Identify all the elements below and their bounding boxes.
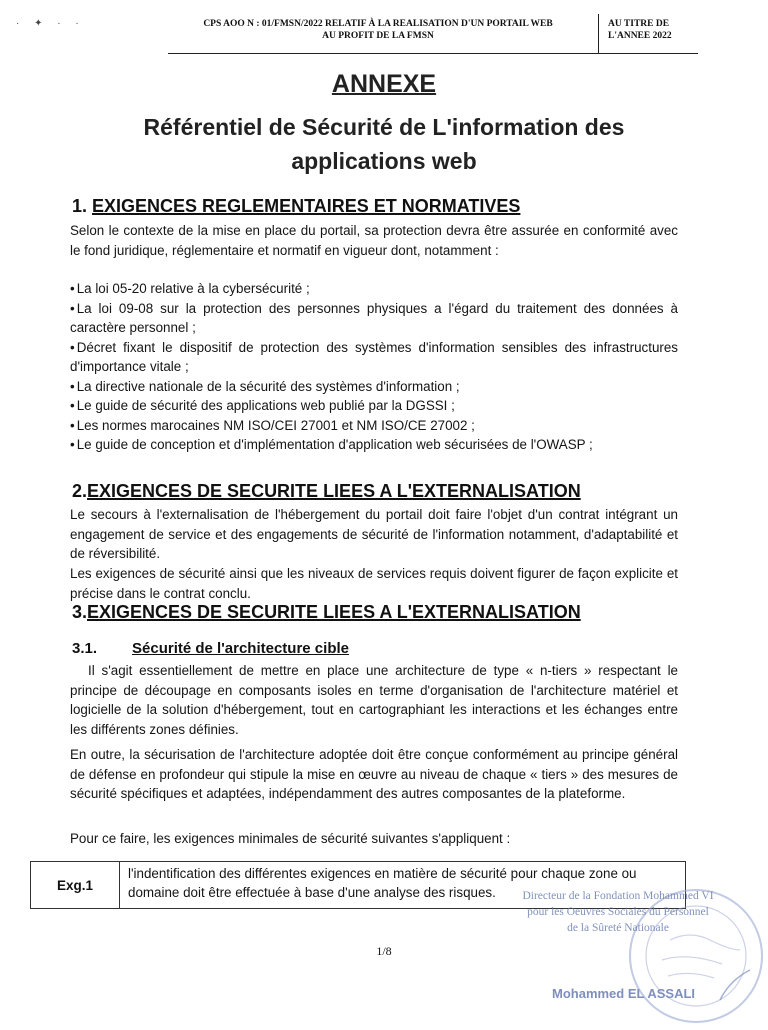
exigence-label: Exg.1 xyxy=(31,862,120,908)
list-item: • Décret fixant le dispositif de protection des systèmes d'information sensibles des infrastructures d'importance vitale ; xyxy=(70,338,678,377)
section2-title: EXIGENCES DE SECURITE LIEES A L'EXTERNALISATION xyxy=(87,481,581,501)
document-title-line1: Référentiel de Sécurité de L'information des xyxy=(143,114,625,140)
subsection-title: Sécurité de l'architecture cible xyxy=(132,640,349,657)
header-reference-line2: AU PROFIT DE LA FMSN xyxy=(322,31,434,41)
section3-para3: Pour ce faire, les exigences minimales de sécurité suivantes s'appliquent : xyxy=(70,831,511,846)
section2-heading xyxy=(72,481,581,502)
document-title-line2: applications web xyxy=(291,148,477,174)
stamp-line3: de la Sûreté Nationale xyxy=(567,922,669,934)
list-item: • La loi 05-20 relative à la cybersécurité ; xyxy=(70,279,678,299)
header-reference xyxy=(168,18,588,42)
document-header xyxy=(168,14,698,50)
header-year-line2: L'ANNEE 2022 xyxy=(608,31,672,41)
exigence-text: l'indentification des différentes exigences en matière de sécurité pour chaque zone ou domaine doit être effectuée à base d'une analyse des risques. xyxy=(128,866,637,900)
section1-bullets xyxy=(70,279,678,455)
section3-heading xyxy=(72,602,581,623)
section3-title: EXIGENCES DE SECURITE LIEES A L'EXTERNALISATION xyxy=(87,602,581,622)
stamp-signatory: Mohammed EL ASSALI xyxy=(552,986,696,1001)
list-item: • La directive nationale de la sécurité des systèmes d'information ; xyxy=(70,377,678,397)
list-item: • Le guide de sécurité des applications web publié par la DGSSI ; xyxy=(70,396,678,416)
annexe-heading: ANNEXE xyxy=(331,70,437,98)
document-title xyxy=(60,110,708,178)
header-separator xyxy=(598,14,599,54)
header-year-line1: AU TITRE DE xyxy=(608,19,670,29)
header-rule xyxy=(168,53,698,54)
section2-number: 2. xyxy=(72,481,88,501)
section3-para1: Il s'agit essentiellement de mettre en place une architecture de type « n-tiers » respectant le principe de découpage en composants isoles en terme d'organisation de l'architecture matériel et logicielle de la solution d'hébergement, tout en cartographiant les interactions et les échanges entre les différents zones définies. xyxy=(70,663,678,737)
section1-intro: Selon le contexte de la mise en place du portail, sa protection devra être assurée en conformité avec le fond juridique, réglementaire et normatif en vigueur dont, notamment : xyxy=(70,223,678,258)
section2-para1: Le secours à l'externalisation de l'hébergement du portail doit faire l'objet d'un contrat intégrant un engagement de service et des engagements de sécurité de l'information notamment, d'adaptabilité et de réversibilité. xyxy=(70,507,678,561)
subsection-number: 3.1. xyxy=(72,640,98,657)
stamp-text xyxy=(518,888,718,936)
header-year xyxy=(608,18,698,42)
stamp-line2: pour les Oeuvres Sociales du Personnel xyxy=(527,906,709,918)
list-item: • La loi 09-08 sur la protection des personnes physiques a l'égard du traitement des données à caractère personnel ; xyxy=(70,299,678,338)
section3-number: 3. xyxy=(72,602,88,622)
list-item: • Le guide de conception et d'implémentation d'application web sécurisées de l'OWASP ; xyxy=(70,435,678,455)
header-reference-line1: CPS AOO N : 01/FMSN/2022 RELATIF À LA REALISATION D'UN PORTAIL WEB xyxy=(203,19,553,29)
page-number: 1/8 xyxy=(376,944,392,958)
section1-heading xyxy=(72,196,520,217)
stamp-line1: Directeur de la Fondation Mohammed VI xyxy=(522,890,714,902)
section2-para2: Les exigences de sécurité ainsi que les niveaux de services requis doivent figurer de façon explicite et précise dans le contrat conclu. xyxy=(70,566,678,601)
section1-title: EXIGENCES REGLEMENTAIRES ET NORMATIVES xyxy=(92,196,521,216)
scan-specks: · ✦ · · xyxy=(16,18,85,29)
subsection-heading xyxy=(72,640,349,657)
section3-para2: En outre, la sécurisation de l'architecture adoptée doit être conçue conformément au principe général de défense en profondeur qui stipule la mise en œuvre au niveau de chaque « tiers » des mesures de sécurité spécifiques et adaptées, indépendamment des autres composantes de la plateforme. xyxy=(70,747,678,801)
list-item: • Les normes marocaines NM ISO/CEI 27001 et NM ISO/CE 27002 ; xyxy=(70,416,678,436)
section1-number: 1. xyxy=(72,196,88,216)
